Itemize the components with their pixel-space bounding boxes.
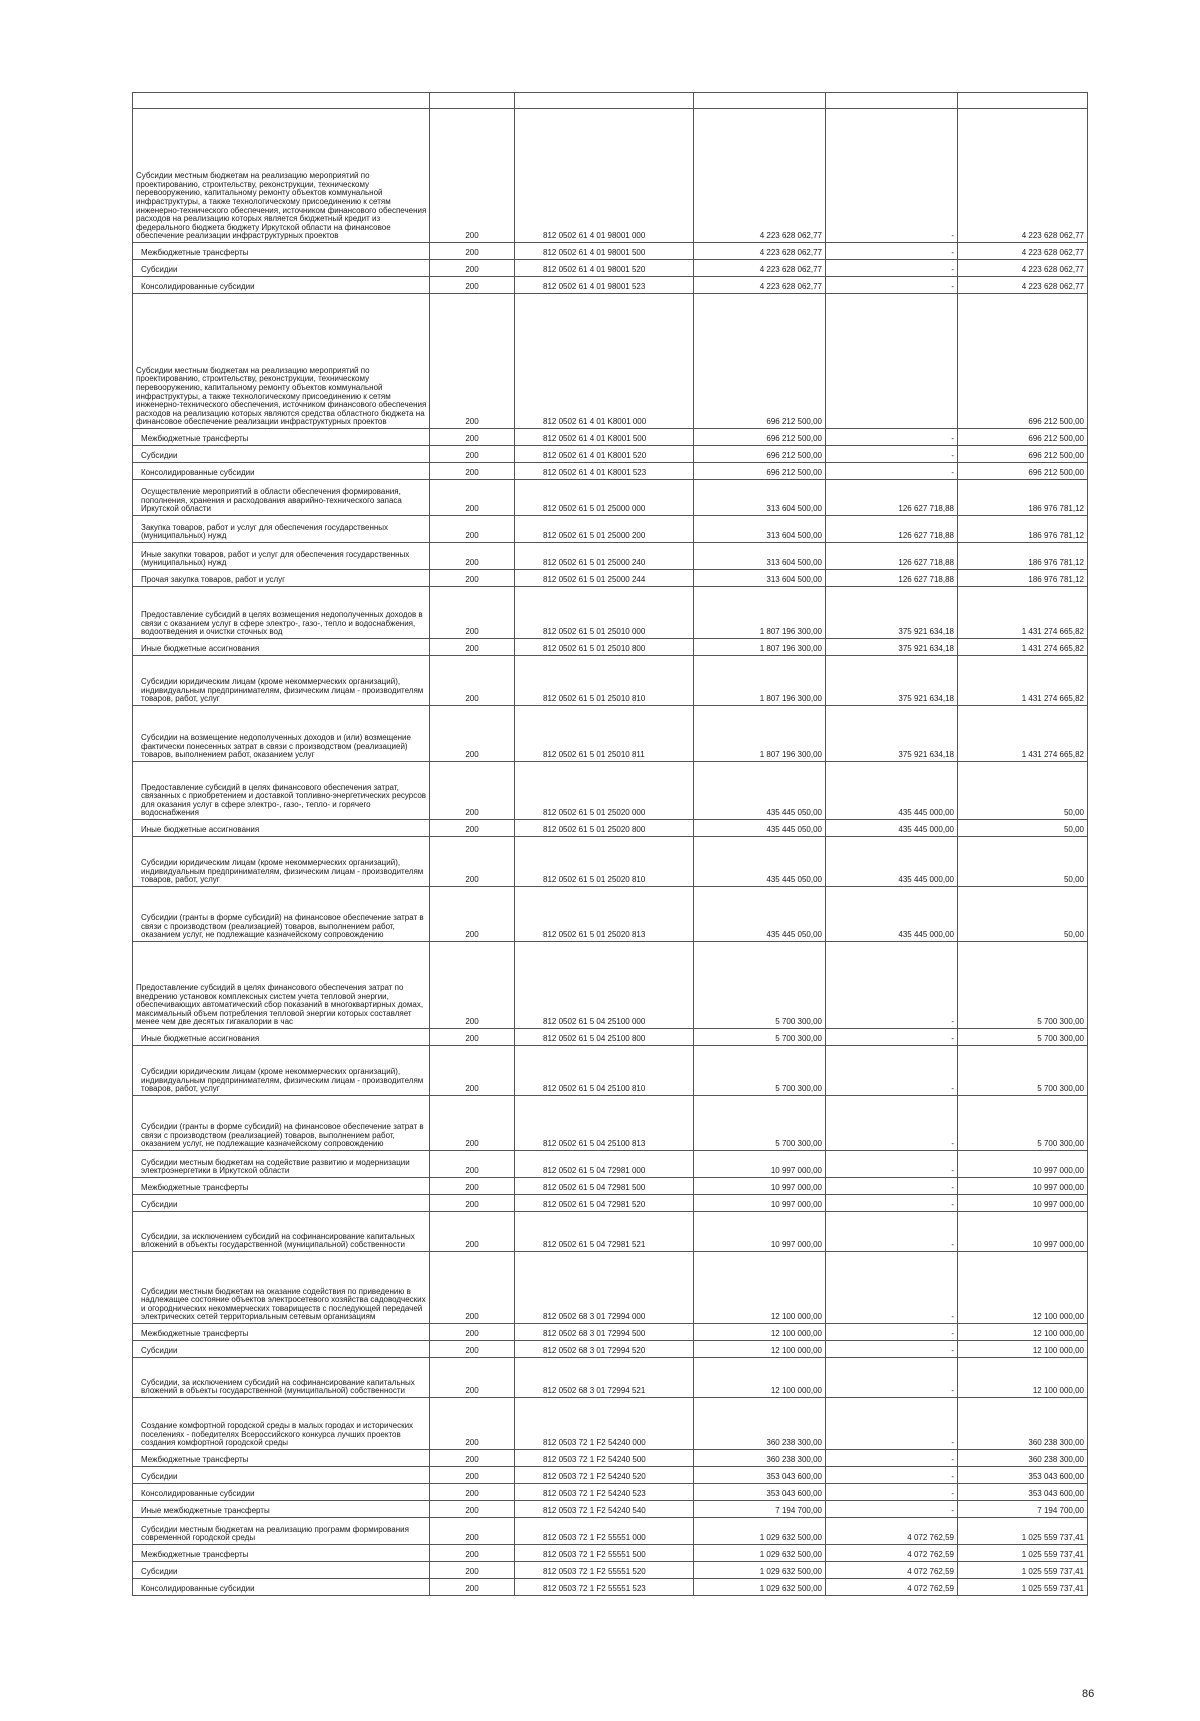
row-executed-amount-cell: -	[826, 1341, 958, 1358]
row-budget-code-cell: 812 0503 72 1 F2 54240 520	[515, 1467, 694, 1484]
row-name-cell: Субсидии (гранты в форме субсидий) на финансовое обеспечение затрат в связи с производством (реализацией) товаров, выполнением работ, оказанием услуг, не подлежащие казначейскому сопровождению	[133, 887, 430, 942]
row-unexecuted-amount-cell: 186 976 781,12	[958, 516, 1088, 543]
row-executed-amount-cell: -	[826, 429, 958, 446]
row-approved-amount-cell: 4 223 628 062,77	[694, 243, 826, 260]
row-unexecuted-amount-cell: 4 223 628 062,77	[958, 260, 1088, 277]
table-row	[133, 1450, 1088, 1467]
row-approved-amount-cell: 360 238 300,00	[694, 1398, 826, 1450]
row-approved-amount-cell: 696 212 500,00	[694, 294, 826, 429]
row-unexecuted-amount-cell: 10 997 000,00	[958, 1195, 1088, 1212]
table-row	[133, 1484, 1088, 1501]
row-executed-amount-cell: 4 072 762,59	[826, 1518, 958, 1545]
row-name-cell: Иные бюджетные ассигнования	[133, 639, 430, 656]
row-budget-code-cell: 812 0502 61 4 01 98001 520	[515, 260, 694, 277]
row-approved-amount-cell: 313 604 500,00	[694, 543, 826, 570]
row-admin-code-cell: 200	[430, 1096, 515, 1151]
row-approved-amount-cell: 5 700 300,00	[694, 1029, 826, 1046]
row-approved-amount-cell: 12 100 000,00	[694, 1341, 826, 1358]
row-name-cell: Осуществление мероприятий в области обеспечения формирования, пополнения, хранения и расходования аварийно-технического запаса Иркутской области	[133, 480, 430, 516]
row-name-cell: Субсидии	[133, 260, 430, 277]
row-approved-amount-cell: 4 223 628 062,77	[694, 109, 826, 243]
row-unexecuted-amount-cell: 1 025 559 737,41	[958, 1545, 1088, 1562]
row-admin-code-cell	[430, 93, 515, 109]
row-budget-code-cell: 812 0502 61 4 01 98001 000	[515, 109, 694, 243]
row-executed-amount-cell	[826, 294, 958, 429]
row-name-cell: Иные бюджетные ассигнования	[133, 1029, 430, 1046]
row-executed-amount-cell: -	[826, 1484, 958, 1501]
row-executed-amount-cell: -	[826, 1212, 958, 1252]
row-budget-code-cell: 812 0502 61 5 04 25100 810	[515, 1046, 694, 1096]
row-approved-amount-cell: 353 043 600,00	[694, 1484, 826, 1501]
row-name-cell	[133, 93, 430, 109]
row-approved-amount-cell: 313 604 500,00	[694, 516, 826, 543]
row-admin-code-cell: 200	[430, 480, 515, 516]
row-name-cell: Создание комфортной городской среды в малых городах и исторических поселениях - победителях Всероссийского конкурса лучших проектов создания комфортной городской среды	[133, 1398, 430, 1450]
row-executed-amount-cell: 435 445 000,00	[826, 887, 958, 942]
row-executed-amount-cell: 126 627 718,88	[826, 570, 958, 587]
row-budget-code-cell: 812 0502 61 5 04 25100 813	[515, 1096, 694, 1151]
row-budget-code-cell: 812 0502 68 3 01 72994 521	[515, 1358, 694, 1398]
row-approved-amount-cell: 696 212 500,00	[694, 463, 826, 480]
table-row	[133, 1358, 1088, 1398]
row-admin-code-cell: 200	[430, 706, 515, 762]
row-admin-code-cell: 200	[430, 429, 515, 446]
row-admin-code-cell: 200	[430, 820, 515, 837]
row-name-cell: Межбюджетные трансферты	[133, 429, 430, 446]
row-budget-code-cell: 812 0502 61 5 01 25010 811	[515, 706, 694, 762]
row-name-cell: Субсидии местным бюджетам на оказание содействия по приведению в надлежащее состояние объектов электросетевого хозяйства садоводческих и огороднических некоммерческих товариществ с последующей передачей электрических сетей территориальным сетевым организациям	[133, 1252, 430, 1324]
table-row	[133, 1545, 1088, 1562]
row-approved-amount-cell: 10 997 000,00	[694, 1178, 826, 1195]
row-admin-code-cell: 200	[430, 1545, 515, 1562]
row-approved-amount-cell: 4 223 628 062,77	[694, 277, 826, 294]
row-executed-amount-cell: 435 445 000,00	[826, 820, 958, 837]
row-budget-code-cell: 812 0502 61 5 01 25020 000	[515, 762, 694, 820]
row-executed-amount-cell: -	[826, 1324, 958, 1341]
table-row	[133, 1178, 1088, 1195]
row-budget-code-cell: 812 0502 61 5 04 72981 521	[515, 1212, 694, 1252]
row-admin-code-cell: 200	[430, 1467, 515, 1484]
row-admin-code-cell: 200	[430, 463, 515, 480]
row-approved-amount-cell: 313 604 500,00	[694, 570, 826, 587]
table-row	[133, 1501, 1088, 1518]
row-approved-amount-cell: 435 445 050,00	[694, 837, 826, 887]
row-approved-amount-cell: 1 807 196 300,00	[694, 587, 826, 639]
row-name-cell: Предоставление субсидий в целях финансового обеспечения затрат по внедрению установок комплексных систем учета тепловой энергии, обеспечивающих автоматический сбор показаний в многоквартирных домах, максимальный объем потребления тепловой энергии которых составляет менее чем две десятых гигакалории в час	[133, 942, 430, 1029]
row-admin-code-cell: 200	[430, 1501, 515, 1518]
row-budget-code-cell: 812 0503 72 1 F2 54240 000	[515, 1398, 694, 1450]
row-admin-code-cell: 200	[430, 1562, 515, 1579]
table-row	[133, 1341, 1088, 1358]
row-unexecuted-amount-cell: 1 025 559 737,41	[958, 1562, 1088, 1579]
table-row	[133, 1398, 1088, 1450]
row-executed-amount-cell: -	[826, 1151, 958, 1178]
row-admin-code-cell: 200	[430, 942, 515, 1029]
row-admin-code-cell: 200	[430, 762, 515, 820]
row-approved-amount-cell: 7 194 700,00	[694, 1501, 826, 1518]
row-name-cell: Субсидии местным бюджетам на содействие развитию и модернизации электроэнергетики в Иркутской области	[133, 1151, 430, 1178]
row-approved-amount-cell	[694, 93, 826, 109]
row-executed-amount-cell: 375 921 634,18	[826, 656, 958, 706]
row-unexecuted-amount-cell: 360 238 300,00	[958, 1398, 1088, 1450]
row-name-cell: Субсидии местным бюджетам на реализацию программ формирования современной городской среды	[133, 1518, 430, 1545]
row-executed-amount-cell: -	[826, 1029, 958, 1046]
row-unexecuted-amount-cell: 1 431 274 665,82	[958, 656, 1088, 706]
row-approved-amount-cell: 696 212 500,00	[694, 429, 826, 446]
row-executed-amount-cell: 4 072 762,59	[826, 1562, 958, 1579]
row-name-cell: Консолидированные субсидии	[133, 463, 430, 480]
row-admin-code-cell: 200	[430, 109, 515, 243]
row-budget-code-cell: 812 0503 72 1 F2 55551 520	[515, 1562, 694, 1579]
row-budget-code-cell: 812 0502 61 5 01 25010 800	[515, 639, 694, 656]
row-approved-amount-cell: 313 604 500,00	[694, 480, 826, 516]
row-budget-code-cell: 812 0502 61 5 01 25000 244	[515, 570, 694, 587]
row-name-cell: Межбюджетные трансферты	[133, 243, 430, 260]
row-executed-amount-cell: -	[826, 1467, 958, 1484]
table-row	[133, 1029, 1088, 1046]
row-unexecuted-amount-cell: 7 194 700,00	[958, 1501, 1088, 1518]
row-budget-code-cell: 812 0502 61 5 01 25000 000	[515, 480, 694, 516]
table-row	[133, 706, 1088, 762]
row-name-cell: Иные бюджетные ассигнования	[133, 820, 430, 837]
row-unexecuted-amount-cell: 1 025 559 737,41	[958, 1579, 1088, 1596]
row-unexecuted-amount-cell: 50,00	[958, 887, 1088, 942]
row-admin-code-cell: 200	[430, 639, 515, 656]
row-executed-amount-cell	[826, 93, 958, 109]
row-admin-code-cell: 200	[430, 543, 515, 570]
row-budget-code-cell: 812 0503 72 1 F2 55551 000	[515, 1518, 694, 1545]
row-admin-code-cell: 200	[430, 1358, 515, 1398]
row-executed-amount-cell: 126 627 718,88	[826, 516, 958, 543]
row-approved-amount-cell: 5 700 300,00	[694, 1096, 826, 1151]
row-executed-amount-cell: -	[826, 1398, 958, 1450]
row-approved-amount-cell: 1 029 632 500,00	[694, 1562, 826, 1579]
row-admin-code-cell: 200	[430, 1324, 515, 1341]
row-name-cell: Субсидии	[133, 1467, 430, 1484]
table-row	[133, 820, 1088, 837]
row-executed-amount-cell: 375 921 634,18	[826, 587, 958, 639]
row-name-cell: Субсидии	[133, 1562, 430, 1579]
row-admin-code-cell: 200	[430, 1518, 515, 1545]
row-executed-amount-cell: -	[826, 1178, 958, 1195]
row-unexecuted-amount-cell: 353 043 600,00	[958, 1484, 1088, 1501]
row-name-cell: Субсидии, за исключением субсидий на софинансирование капитальных вложений в объекты государственной (муниципальной) собственности	[133, 1212, 430, 1252]
row-name-cell: Межбюджетные трансферты	[133, 1178, 430, 1195]
row-name-cell: Субсидии	[133, 1195, 430, 1212]
row-budget-code-cell: 812 0502 61 5 04 25100 800	[515, 1029, 694, 1046]
row-name-cell: Прочая закупка товаров, работ и услуг	[133, 570, 430, 587]
row-unexecuted-amount-cell: 4 223 628 062,77	[958, 277, 1088, 294]
row-approved-amount-cell: 435 445 050,00	[694, 820, 826, 837]
row-executed-amount-cell: -	[826, 1046, 958, 1096]
row-budget-code-cell: 812 0503 72 1 F2 54240 523	[515, 1484, 694, 1501]
row-unexecuted-amount-cell: 696 212 500,00	[958, 429, 1088, 446]
row-executed-amount-cell: -	[826, 260, 958, 277]
row-unexecuted-amount-cell: 186 976 781,12	[958, 480, 1088, 516]
row-approved-amount-cell: 10 997 000,00	[694, 1212, 826, 1252]
row-admin-code-cell: 200	[430, 446, 515, 463]
row-admin-code-cell: 200	[430, 277, 515, 294]
table-row	[133, 294, 1088, 429]
row-admin-code-cell: 200	[430, 516, 515, 543]
row-executed-amount-cell: -	[826, 942, 958, 1029]
row-approved-amount-cell: 353 043 600,00	[694, 1467, 826, 1484]
row-approved-amount-cell: 12 100 000,00	[694, 1324, 826, 1341]
row-executed-amount-cell: -	[826, 463, 958, 480]
table-row	[133, 656, 1088, 706]
row-unexecuted-amount-cell: 10 997 000,00	[958, 1151, 1088, 1178]
row-unexecuted-amount-cell: 4 223 628 062,77	[958, 109, 1088, 243]
row-budget-code-cell: 812 0502 61 4 01 K8001 520	[515, 446, 694, 463]
row-unexecuted-amount-cell: 5 700 300,00	[958, 942, 1088, 1029]
row-admin-code-cell: 200	[430, 1212, 515, 1252]
row-unexecuted-amount-cell: 1 431 274 665,82	[958, 639, 1088, 656]
row-budget-code-cell: 812 0502 61 5 01 25000 200	[515, 516, 694, 543]
row-approved-amount-cell: 10 997 000,00	[694, 1151, 826, 1178]
row-approved-amount-cell: 12 100 000,00	[694, 1358, 826, 1398]
table-row	[133, 887, 1088, 942]
row-budget-code-cell: 812 0502 61 4 01 98001 523	[515, 277, 694, 294]
row-unexecuted-amount-cell: 50,00	[958, 837, 1088, 887]
row-executed-amount-cell: 375 921 634,18	[826, 706, 958, 762]
row-admin-code-cell: 200	[430, 570, 515, 587]
row-name-cell: Межбюджетные трансферты	[133, 1545, 430, 1562]
row-admin-code-cell: 200	[430, 1579, 515, 1596]
table-row	[133, 109, 1088, 243]
table-row	[133, 446, 1088, 463]
row-executed-amount-cell: -	[826, 277, 958, 294]
row-unexecuted-amount-cell: 1 431 274 665,82	[958, 587, 1088, 639]
row-name-cell: Субсидии местным бюджетам на реализацию мероприятий по проектированию, строительству, реконструкции, техническому перевооружению, капитальному ремонту объектов коммунальной инфраструктуры, а также технологическому присоединению к сетям инженерно-технического обеспечения, источником финансового обеспечения расходов на реализацию которых являются средства областного бюджета на финансовое обеспечение реализации инфраструктурных проектов	[133, 294, 430, 429]
row-budget-code-cell: 812 0502 61 4 01 98001 500	[515, 243, 694, 260]
row-approved-amount-cell: 5 700 300,00	[694, 942, 826, 1029]
row-admin-code-cell: 200	[430, 656, 515, 706]
row-admin-code-cell: 200	[430, 587, 515, 639]
row-unexecuted-amount-cell: 5 700 300,00	[958, 1096, 1088, 1151]
row-executed-amount-cell: -	[826, 1195, 958, 1212]
row-budget-code-cell: 812 0502 61 5 01 25000 240	[515, 543, 694, 570]
row-budget-code-cell: 812 0502 61 4 01 K8001 500	[515, 429, 694, 446]
row-admin-code-cell: 200	[430, 1450, 515, 1467]
row-executed-amount-cell: -	[826, 1096, 958, 1151]
row-unexecuted-amount-cell: 12 100 000,00	[958, 1341, 1088, 1358]
row-executed-amount-cell: -	[826, 109, 958, 243]
row-unexecuted-amount-cell: 50,00	[958, 820, 1088, 837]
table-row	[133, 93, 1088, 109]
row-unexecuted-amount-cell: 50,00	[958, 762, 1088, 820]
row-executed-amount-cell: -	[826, 1501, 958, 1518]
row-name-cell: Субсидии местным бюджетам на реализацию мероприятий по проектированию, строительству, реконструкции, техническому перевооружению, капитальному ремонту объектов коммунальной инфраструктуры, а также технологическому присоединению к сетям инженерно-технического обеспечения, источником финансового обеспечения расходов на реализацию которых является бюджетный кредит из федерального бюджета бюджету Иркутской области на финансовое обеспечение реализации инфраструктурных проектов	[133, 109, 430, 243]
table-row	[133, 1579, 1088, 1596]
table-row	[133, 243, 1088, 260]
row-executed-amount-cell: 435 445 000,00	[826, 837, 958, 887]
table-row	[133, 587, 1088, 639]
row-unexecuted-amount-cell: 12 100 000,00	[958, 1252, 1088, 1324]
row-unexecuted-amount-cell: 1 431 274 665,82	[958, 706, 1088, 762]
row-approved-amount-cell: 360 238 300,00	[694, 1450, 826, 1467]
row-approved-amount-cell: 1 029 632 500,00	[694, 1545, 826, 1562]
row-budget-code-cell: 812 0503 72 1 F2 55551 523	[515, 1579, 694, 1596]
row-budget-code-cell	[515, 93, 694, 109]
table-row	[133, 516, 1088, 543]
row-name-cell: Субсидии	[133, 1341, 430, 1358]
row-admin-code-cell: 200	[430, 1046, 515, 1096]
row-budget-code-cell: 812 0502 61 4 01 K8001 523	[515, 463, 694, 480]
row-unexecuted-amount-cell	[958, 93, 1088, 109]
row-unexecuted-amount-cell: 5 700 300,00	[958, 1046, 1088, 1096]
row-budget-code-cell: 812 0503 72 1 F2 54240 540	[515, 1501, 694, 1518]
row-budget-code-cell: 812 0502 61 5 04 72981 500	[515, 1178, 694, 1195]
row-admin-code-cell: 200	[430, 1484, 515, 1501]
row-executed-amount-cell: -	[826, 1358, 958, 1398]
row-unexecuted-amount-cell: 353 043 600,00	[958, 1467, 1088, 1484]
row-admin-code-cell: 200	[430, 1029, 515, 1046]
table-row	[133, 1467, 1088, 1484]
row-executed-amount-cell: 4 072 762,59	[826, 1545, 958, 1562]
table-row	[133, 1046, 1088, 1096]
table-row	[133, 1252, 1088, 1324]
row-name-cell: Предоставление субсидий в целях возмещения недополученных доходов в связи с оказанием услуг в сфере электро-, газо-, тепло и водоснабжения, водоотведения и очистки сточных вод	[133, 587, 430, 639]
row-admin-code-cell: 200	[430, 837, 515, 887]
row-budget-code-cell: 812 0502 61 5 01 25010 810	[515, 656, 694, 706]
row-name-cell: Иные закупки товаров, работ и услуг для обеспечения государственных (муниципальных) нужд	[133, 543, 430, 570]
table-row	[133, 1195, 1088, 1212]
row-executed-amount-cell: -	[826, 446, 958, 463]
row-unexecuted-amount-cell: 186 976 781,12	[958, 570, 1088, 587]
row-admin-code-cell: 200	[430, 294, 515, 429]
row-budget-code-cell: 812 0502 68 3 01 72994 000	[515, 1252, 694, 1324]
table-row	[133, 1212, 1088, 1252]
row-name-cell: Субсидии на возмещение недополученных доходов и (или) возмещение фактически понесенных затрат в связи с производством (реализацией) товаров, выполнением работ, оказанием услуг	[133, 706, 430, 762]
row-executed-amount-cell: -	[826, 1450, 958, 1467]
row-approved-amount-cell: 10 997 000,00	[694, 1195, 826, 1212]
row-executed-amount-cell: 435 445 000,00	[826, 762, 958, 820]
row-approved-amount-cell: 1 029 632 500,00	[694, 1518, 826, 1545]
row-unexecuted-amount-cell: 696 212 500,00	[958, 294, 1088, 429]
row-approved-amount-cell: 696 212 500,00	[694, 446, 826, 463]
row-approved-amount-cell: 435 445 050,00	[694, 762, 826, 820]
row-executed-amount-cell: 126 627 718,88	[826, 480, 958, 516]
row-unexecuted-amount-cell: 1 025 559 737,41	[958, 1518, 1088, 1545]
row-approved-amount-cell: 12 100 000,00	[694, 1252, 826, 1324]
row-executed-amount-cell: -	[826, 243, 958, 260]
row-admin-code-cell: 200	[430, 1195, 515, 1212]
row-approved-amount-cell: 1 029 632 500,00	[694, 1579, 826, 1596]
row-unexecuted-amount-cell: 10 997 000,00	[958, 1178, 1088, 1195]
table-row	[133, 1324, 1088, 1341]
row-name-cell: Иные межбюджетные трансферты	[133, 1501, 430, 1518]
row-name-cell: Межбюджетные трансферты	[133, 1324, 430, 1341]
row-name-cell: Субсидии, за исключением субсидий на софинансирование капитальных вложений в объекты государственной (муниципальной) собственности	[133, 1358, 430, 1398]
row-admin-code-cell: 200	[430, 1178, 515, 1195]
table-row	[133, 1151, 1088, 1178]
row-budget-code-cell: 812 0502 61 5 01 25010 000	[515, 587, 694, 639]
row-executed-amount-cell: -	[826, 1252, 958, 1324]
table-row	[133, 463, 1088, 480]
table-row	[133, 762, 1088, 820]
row-unexecuted-amount-cell: 696 212 500,00	[958, 463, 1088, 480]
row-admin-code-cell: 200	[430, 243, 515, 260]
row-executed-amount-cell: 375 921 634,18	[826, 639, 958, 656]
row-unexecuted-amount-cell: 12 100 000,00	[958, 1324, 1088, 1341]
row-executed-amount-cell: 126 627 718,88	[826, 543, 958, 570]
row-name-cell: Субсидии (гранты в форме субсидий) на финансовое обеспечение затрат в связи с производством (реализацией) товаров, выполнением работ, оказанием услуг, не подлежащие казначейскому сопровождению	[133, 1096, 430, 1151]
row-approved-amount-cell: 5 700 300,00	[694, 1046, 826, 1096]
row-unexecuted-amount-cell: 4 223 628 062,77	[958, 243, 1088, 260]
row-name-cell: Межбюджетные трансферты	[133, 1450, 430, 1467]
table-row	[133, 480, 1088, 516]
row-admin-code-cell: 200	[430, 260, 515, 277]
row-unexecuted-amount-cell: 12 100 000,00	[958, 1358, 1088, 1398]
row-budget-code-cell: 812 0502 61 5 04 72981 000	[515, 1151, 694, 1178]
budget-execution-table	[132, 92, 1088, 1596]
row-admin-code-cell: 200	[430, 1252, 515, 1324]
row-name-cell: Консолидированные субсидии	[133, 1484, 430, 1501]
row-unexecuted-amount-cell: 5 700 300,00	[958, 1029, 1088, 1046]
row-admin-code-cell: 200	[430, 887, 515, 942]
row-budget-code-cell: 812 0502 61 5 04 25100 000	[515, 942, 694, 1029]
row-unexecuted-amount-cell: 696 212 500,00	[958, 446, 1088, 463]
row-unexecuted-amount-cell: 10 997 000,00	[958, 1212, 1088, 1252]
row-admin-code-cell: 200	[430, 1151, 515, 1178]
table-row	[133, 1562, 1088, 1579]
row-executed-amount-cell: 4 072 762,59	[826, 1579, 958, 1596]
row-name-cell: Субсидии	[133, 446, 430, 463]
table-row	[133, 639, 1088, 656]
row-budget-code-cell: 812 0502 61 4 01 K8001 000	[515, 294, 694, 429]
row-approved-amount-cell: 4 223 628 062,77	[694, 260, 826, 277]
row-budget-code-cell: 812 0502 68 3 01 72994 500	[515, 1324, 694, 1341]
table-row	[133, 1096, 1088, 1151]
row-budget-code-cell: 812 0502 61 5 01 25020 800	[515, 820, 694, 837]
row-name-cell: Предоставление субсидий в целях финансового обеспечения затрат, связанных с приобретением и доставкой топливно-энергетических ресурсов для оказания услуг в сфере электро-, газо-, тепло- и горячего водоснабжения	[133, 762, 430, 820]
table-row	[133, 260, 1088, 277]
table-body	[133, 93, 1088, 1596]
row-budget-code-cell: 812 0502 61 5 01 25020 810	[515, 837, 694, 887]
row-admin-code-cell: 200	[430, 1398, 515, 1450]
table-row	[133, 942, 1088, 1029]
row-approved-amount-cell: 1 807 196 300,00	[694, 706, 826, 762]
row-budget-code-cell: 812 0502 61 5 01 25020 813	[515, 887, 694, 942]
table-row	[133, 1518, 1088, 1545]
page-number: 86	[1082, 1688, 1095, 1700]
row-budget-code-cell: 812 0503 72 1 F2 55551 500	[515, 1545, 694, 1562]
row-admin-code-cell: 200	[430, 1341, 515, 1358]
row-name-cell: Субсидии юридическим лицам (кроме некоммерческих организаций), индивидуальным предпринимателям, физическим лицам - производителям товаров, работ, услуг	[133, 1046, 430, 1096]
table-row	[133, 277, 1088, 294]
row-name-cell: Закупка товаров, работ и услуг для обеспечения государственных (муниципальных) нужд	[133, 516, 430, 543]
row-budget-code-cell: 812 0502 61 5 04 72981 520	[515, 1195, 694, 1212]
row-budget-code-cell: 812 0503 72 1 F2 54240 500	[515, 1450, 694, 1467]
row-name-cell: Консолидированные субсидии	[133, 277, 430, 294]
row-unexecuted-amount-cell: 186 976 781,12	[958, 543, 1088, 570]
row-name-cell: Консолидированные субсидии	[133, 1579, 430, 1596]
table-row	[133, 837, 1088, 887]
table-row	[133, 570, 1088, 587]
table-row	[133, 543, 1088, 570]
table-row	[133, 429, 1088, 446]
row-unexecuted-amount-cell: 360 238 300,00	[958, 1450, 1088, 1467]
row-approved-amount-cell: 435 445 050,00	[694, 887, 826, 942]
row-budget-code-cell: 812 0502 68 3 01 72994 520	[515, 1341, 694, 1358]
row-approved-amount-cell: 1 807 196 300,00	[694, 639, 826, 656]
row-approved-amount-cell: 1 807 196 300,00	[694, 656, 826, 706]
row-name-cell: Субсидии юридическим лицам (кроме некоммерческих организаций), индивидуальным предпринимателям, физическим лицам - производителям товаров, работ, услуг	[133, 656, 430, 706]
row-name-cell: Субсидии юридическим лицам (кроме некоммерческих организаций), индивидуальным предпринимателям, физическим лицам - производителям товаров, работ, услуг	[133, 837, 430, 887]
